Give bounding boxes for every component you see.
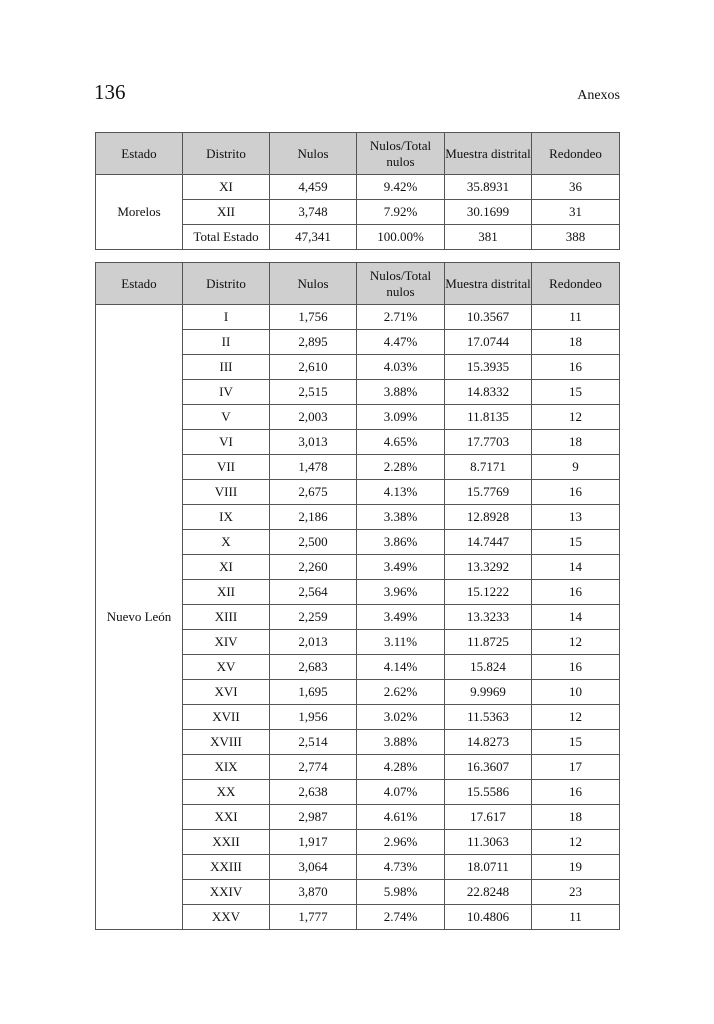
redondeo-cell: 18 xyxy=(532,805,620,830)
muestra-cell: 15.824 xyxy=(445,655,532,680)
redondeo-cell: 36 xyxy=(532,175,620,200)
muestra-cell: 8.7171 xyxy=(445,455,532,480)
nulos-total-cell: 3.09% xyxy=(357,405,445,430)
distrito-cell: XII xyxy=(183,200,270,225)
nulos-cell: 2,013 xyxy=(270,630,357,655)
nulos-total-cell: 3.96% xyxy=(357,580,445,605)
distrito-cell: XVI xyxy=(183,680,270,705)
nulos-cell: 47,341 xyxy=(270,225,357,250)
muestra-cell: 14.7447 xyxy=(445,530,532,555)
nulos-total-cell: 3.38% xyxy=(357,505,445,530)
nulos-total-cell: 4.07% xyxy=(357,780,445,805)
redondeo-cell: 12 xyxy=(532,830,620,855)
nulos-total-cell: 3.86% xyxy=(357,530,445,555)
distrito-cell: IX xyxy=(183,505,270,530)
muestra-cell: 11.8725 xyxy=(445,630,532,655)
muestra-cell: 14.8332 xyxy=(445,380,532,405)
nulos-cell: 3,064 xyxy=(270,855,357,880)
nulos-cell: 4,459 xyxy=(270,175,357,200)
nulos-cell: 1,956 xyxy=(270,705,357,730)
muestra-cell: 15.5586 xyxy=(445,780,532,805)
nulos-total-cell: 4.65% xyxy=(357,430,445,455)
distrito-cell: XI xyxy=(183,175,270,200)
redondeo-cell: 16 xyxy=(532,780,620,805)
muestra-cell: 17.617 xyxy=(445,805,532,830)
redondeo-cell: 16 xyxy=(532,655,620,680)
muestra-cell: 11.5363 xyxy=(445,705,532,730)
redondeo-cell: 12 xyxy=(532,405,620,430)
nulos-total-cell: 2.96% xyxy=(357,830,445,855)
muestra-cell: 17.7703 xyxy=(445,430,532,455)
distrito-cell: VIII xyxy=(183,480,270,505)
distrito-cell: Total Estado xyxy=(183,225,270,250)
table-body xyxy=(96,175,620,250)
nulos-total-cell: 3.49% xyxy=(357,555,445,580)
distrito-cell: II xyxy=(183,330,270,355)
header-nulos-total: Nulos/Total nulos xyxy=(357,133,445,175)
nulos-cell: 2,186 xyxy=(270,505,357,530)
distrito-cell: VI xyxy=(183,430,270,455)
muestra-cell: 15.3935 xyxy=(445,355,532,380)
nulos-cell: 3,013 xyxy=(270,430,357,455)
header-distrito: Distrito xyxy=(183,263,270,305)
table-header-row xyxy=(96,263,620,305)
nulos-cell: 2,774 xyxy=(270,755,357,780)
header-estado: Estado xyxy=(96,263,183,305)
nulos-total-cell: 2.62% xyxy=(357,680,445,705)
distrito-cell: XIII xyxy=(183,605,270,630)
muestra-cell: 35.8931 xyxy=(445,175,532,200)
distrito-cell: X xyxy=(183,530,270,555)
distrito-cell: XVIII xyxy=(183,730,270,755)
nulos-total-cell: 3.11% xyxy=(357,630,445,655)
distrito-cell: XIX xyxy=(183,755,270,780)
header-estado: Estado xyxy=(96,133,183,175)
redondeo-cell: 16 xyxy=(532,480,620,505)
muestra-cell: 15.1222 xyxy=(445,580,532,605)
redondeo-cell: 18 xyxy=(532,430,620,455)
nulos-total-cell: 3.02% xyxy=(357,705,445,730)
distrito-cell: XXI xyxy=(183,805,270,830)
redondeo-cell: 14 xyxy=(532,555,620,580)
nulos-total-cell: 4.47% xyxy=(357,330,445,355)
redondeo-cell: 9 xyxy=(532,455,620,480)
nulos-cell: 2,564 xyxy=(270,580,357,605)
muestra-cell: 9.9969 xyxy=(445,680,532,705)
nulos-cell: 2,895 xyxy=(270,330,357,355)
muestra-cell: 11.8135 xyxy=(445,405,532,430)
redondeo-cell: 388 xyxy=(532,225,620,250)
redondeo-cell: 11 xyxy=(532,905,620,930)
nulos-cell: 2,638 xyxy=(270,780,357,805)
distrito-cell: XXIV xyxy=(183,880,270,905)
redondeo-cell: 10 xyxy=(532,680,620,705)
muestra-cell: 381 xyxy=(445,225,532,250)
distrito-cell: I xyxy=(183,305,270,330)
redondeo-cell: 31 xyxy=(532,200,620,225)
nulos-total-cell: 3.49% xyxy=(357,605,445,630)
muestra-cell: 14.8273 xyxy=(445,730,532,755)
nulos-cell: 2,683 xyxy=(270,655,357,680)
table-body xyxy=(96,305,620,930)
page-number: 136 xyxy=(94,80,126,104)
distrito-cell: XII xyxy=(183,580,270,605)
muestra-cell: 13.3292 xyxy=(445,555,532,580)
redondeo-cell: 16 xyxy=(532,580,620,605)
distrito-cell: XV xyxy=(183,655,270,680)
redondeo-cell: 17 xyxy=(532,755,620,780)
redondeo-cell: 15 xyxy=(532,530,620,555)
nulos-cell: 2,987 xyxy=(270,805,357,830)
redondeo-cell: 12 xyxy=(532,705,620,730)
nulos-cell: 2,675 xyxy=(270,480,357,505)
redondeo-cell: 11 xyxy=(532,305,620,330)
muestra-cell: 16.3607 xyxy=(445,755,532,780)
muestra-cell: 11.3063 xyxy=(445,830,532,855)
estado-cell: Nuevo León xyxy=(96,305,183,930)
nulos-total-cell: 100.00% xyxy=(357,225,445,250)
nulos-cell: 1,695 xyxy=(270,680,357,705)
nulos-total-cell: 4.03% xyxy=(357,355,445,380)
nulos-cell: 2,259 xyxy=(270,605,357,630)
muestra-cell: 30.1699 xyxy=(445,200,532,225)
nulos-total-cell: 4.13% xyxy=(357,480,445,505)
estado-cell: Morelos xyxy=(96,175,183,250)
distrito-cell: III xyxy=(183,355,270,380)
header-nulos-total: Nulos/Total nulos xyxy=(357,263,445,305)
redondeo-cell: 16 xyxy=(532,355,620,380)
nulos-total-cell: 2.71% xyxy=(357,305,445,330)
muestra-cell: 13.3233 xyxy=(445,605,532,630)
nulos-cell: 1,777 xyxy=(270,905,357,930)
header-distrito: Distrito xyxy=(183,133,270,175)
distrito-cell: XXII xyxy=(183,830,270,855)
nulos-cell: 2,500 xyxy=(270,530,357,555)
redondeo-cell: 14 xyxy=(532,605,620,630)
redondeo-cell: 12 xyxy=(532,630,620,655)
nulos-cell: 1,478 xyxy=(270,455,357,480)
header-nulos: Nulos xyxy=(270,263,357,305)
nulos-total-cell: 3.88% xyxy=(357,730,445,755)
header-redondeo: Redondeo xyxy=(532,263,620,305)
redondeo-cell: 18 xyxy=(532,330,620,355)
nulos-total-cell: 9.42% xyxy=(357,175,445,200)
muestra-cell: 12.8928 xyxy=(445,505,532,530)
nulos-total-cell: 5.98% xyxy=(357,880,445,905)
nulos-cell: 3,870 xyxy=(270,880,357,905)
table-row xyxy=(96,175,620,200)
distrito-cell: XX xyxy=(183,780,270,805)
section-title: Anexos xyxy=(577,88,620,103)
distrito-cell: IV xyxy=(183,380,270,405)
nulos-total-cell: 7.92% xyxy=(357,200,445,225)
muestra-cell: 18.0711 xyxy=(445,855,532,880)
header-nulos: Nulos xyxy=(270,133,357,175)
distrito-cell: XVII xyxy=(183,705,270,730)
header-muestra: Muestra distrital xyxy=(445,133,532,175)
distrito-cell: VII xyxy=(183,455,270,480)
muestra-cell: 17.0744 xyxy=(445,330,532,355)
nulos-cell: 2,610 xyxy=(270,355,357,380)
nulos-cell: 2,514 xyxy=(270,730,357,755)
header-muestra: Muestra distrital xyxy=(445,263,532,305)
muestra-cell: 10.4806 xyxy=(445,905,532,930)
nulos-total-cell: 4.61% xyxy=(357,805,445,830)
nulos-cell: 2,003 xyxy=(270,405,357,430)
header-redondeo: Redondeo xyxy=(532,133,620,175)
muestra-cell: 22.8248 xyxy=(445,880,532,905)
nulos-cell: 2,515 xyxy=(270,380,357,405)
redondeo-cell: 15 xyxy=(532,730,620,755)
redondeo-cell: 15 xyxy=(532,380,620,405)
muestra-cell: 15.7769 xyxy=(445,480,532,505)
nulos-total-cell: 2.28% xyxy=(357,455,445,480)
redondeo-cell: 19 xyxy=(532,855,620,880)
nulos-total-cell: 2.74% xyxy=(357,905,445,930)
distrito-cell: XXIII xyxy=(183,855,270,880)
nulos-cell: 1,756 xyxy=(270,305,357,330)
nuevo-leon-table xyxy=(95,262,620,930)
redondeo-cell: 23 xyxy=(532,880,620,905)
table-header-row xyxy=(96,133,620,175)
distrito-cell: XI xyxy=(183,555,270,580)
redondeo-cell: 13 xyxy=(532,505,620,530)
nulos-cell: 1,917 xyxy=(270,830,357,855)
nulos-total-cell: 4.14% xyxy=(357,655,445,680)
distrito-cell: V xyxy=(183,405,270,430)
nulos-total-cell: 4.73% xyxy=(357,855,445,880)
muestra-cell: 10.3567 xyxy=(445,305,532,330)
nulos-cell: 3,748 xyxy=(270,200,357,225)
distrito-cell: XIV xyxy=(183,630,270,655)
morelos-table xyxy=(95,132,620,250)
nulos-cell: 2,260 xyxy=(270,555,357,580)
nulos-total-cell: 4.28% xyxy=(357,755,445,780)
distrito-cell: XXV xyxy=(183,905,270,930)
nulos-total-cell: 3.88% xyxy=(357,380,445,405)
table-row xyxy=(96,305,620,330)
